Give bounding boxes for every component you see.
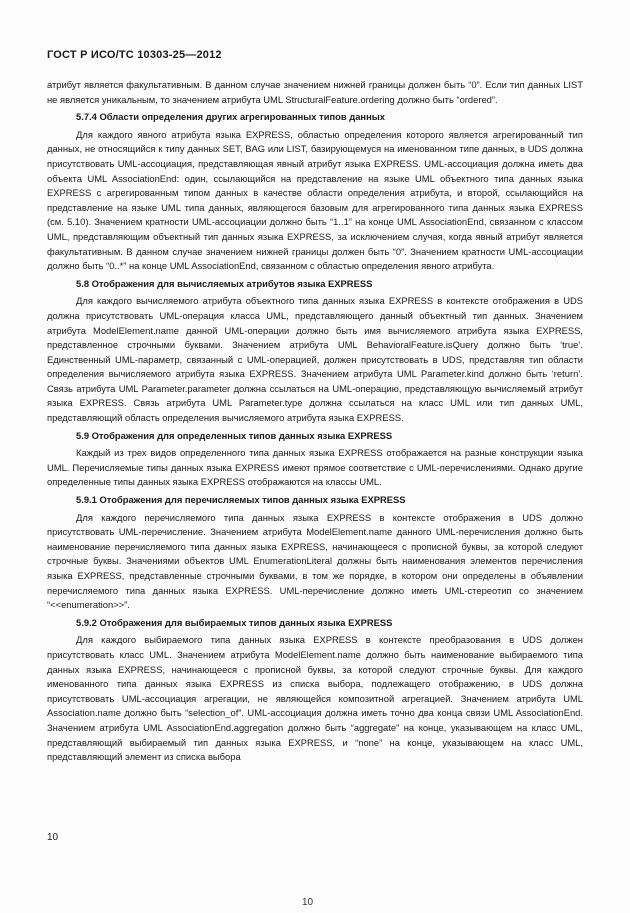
section-heading: 5.8 Отображения для вычисляемых атрибутов языка EXPRESS [76,277,373,289]
section-heading: 5.9 Отображения для определенных типов данных языка EXPRESS [76,429,393,441]
footer-page-number: 10 [47,832,59,843]
paragraph: атрибут является факультативным. В данном случае значением нижней границы должен быть “0”. Если тип данных LIST не является уникальным, то значением атрибута UML StructuralFeature.ordering должно быть “ordered”. [47,79,583,105]
paragraph: Для каждого вычисляемого атрибута объектного типа данных языка EXPRESS в контексте отображения в UDS должна присутствовать UML-операция класса UML, представляющего данный объектный тип данных. Значением атрибута ModelElement.name данной UML-операции должно быть имя вычисляемого атрибута языка EXPRESS, представленное строчными буквами. Значением атрибута UML BehavioralFeature.isQuery должно быть ‘true’. Единственный UML-параметр, связанный с UML-операцией, должен присутствовать в UDS, представляя тип области определения вычисляемого атрибута языка EXPRESS. Значением атрибута UML Parameter.kind должно быть ‘return’. Связь атрибута UML Parameter.parameter должна ссылаться на UML-операцию, представляющую вычисляемый атрибут языка EXPRESS. Связь атрибута UML Parameter.type должна ссылаться на класс UML или тип данных UML, представляющий область определения вычисляемого атрибута языка EXPRESS. [47,295,583,424]
paragraph: Для каждого перечисляемого типа данных языка EXPRESS в контексте отображения в UDS должно присутствовать UML-перечисление. Значением атрибута ModelElement.name данного UML-перечисления должно быть наименование перечисляемого типа данных языка EXPRESS, начинающееся с прописной буквы, за которой следуют строчные буквы. Значениями объектов UML EnumerationLiteral должны быть наименования элементов перечисления языка EXPRESS, представленные строчными буквами, в том же порядке, в котором они определены в объявлении перечисляемого типа данных языка EXPRESS. UML-перечисление должно иметь UML-стереотип со значением “<<enumeration>>”. [47,511,583,611]
paragraph: Для каждого выбираемого типа данных языка EXPRESS в контексте преобразования в UDS должен присутствовать класс UML. Значением атрибута ModelElement.name должно быть наименование выбираемого типа данных языка EXPRESS, начинающееся с прописной буквы, за которой следуют строчные буквы. Для каждого именованного типа данных языка EXPRESS из списка выбора, подлежащего отображению, в UDS должна присутствовать UML-ассоциация агрегации, не являющейся композитной агрегацией. Значением атрибута UML Association.name должно быть “selection_of”. UML-ассоциация должна иметь точно два конца связи UML AssociationEnd. Значением атрибута UML AssociationEnd.aggregation должно быть “aggregate” на конце, указывающем на класс UML, представляющий выбираемый тип данных языка EXPRESS, и “none” на конце, указывающем на класс UML, представляющий элемент из списка выбора [47,634,583,763]
section-heading: 5.9.2 Отображения для выбираемых типов данных языка EXPRESS [76,616,393,628]
paragraph: Для каждого явного атрибута языка EXPRESS, областью определения которого является агрегированный тип данных, не относящийся к типу данных SET, BAG или LIST, базирующемуся на именованном типе данных, в UDS должна присутствовать UML-ассоциация, представляющая явный атрибут языка EXPRESS. UML-ассоциация должна иметь два объекта UML AssociationEnd: один, ссылающийся на представление на языке UML объектного типа данных языка EXPRESS с агрегированным типом данных в качестве области определения атрибута, и второй, ссылающийся на представление на языке UML типа данных, являющегося базовым для агрегированного типа данных языка EXPRESS (см. 5.10). Значением кратности UML-ассоциации должно быть “1..1” на конце UML AssociationEnd, связанном с классом UML, представляющим объектный тип данных языка EXPRESS, за исключением случая, когда явный атрибут является факультативным. В данном случае значением нижней границы должен быть “0”. Значением кратности UML-ассоциации должно быть “0..*” на конце UML AssociationEnd, связанном с областью определения явного атрибута. [47,128,583,272]
section-heading: 5.9.1 Отображения для перечисляемых типов данных языка EXPRESS [76,494,406,506]
document-body [47,78,583,765]
document-header: ГОСТ Р ИСО/ТС 10303-25—2012 [47,49,222,61]
section-heading: 5.7.4 Области определения других агрегированных типов данных [76,111,385,123]
paragraph: Каждый из трех видов определенного типа данных языка EXPRESS отображается на разные конструкции языка UML. Перечисляемые типы данных языка EXPRESS имеют прямое соответствие с UML-перечислениями. Однако другие определенные типы данных языка EXPRESS отображаются на классы UML. [47,447,583,488]
scan-page-number: 10 [302,897,314,908]
